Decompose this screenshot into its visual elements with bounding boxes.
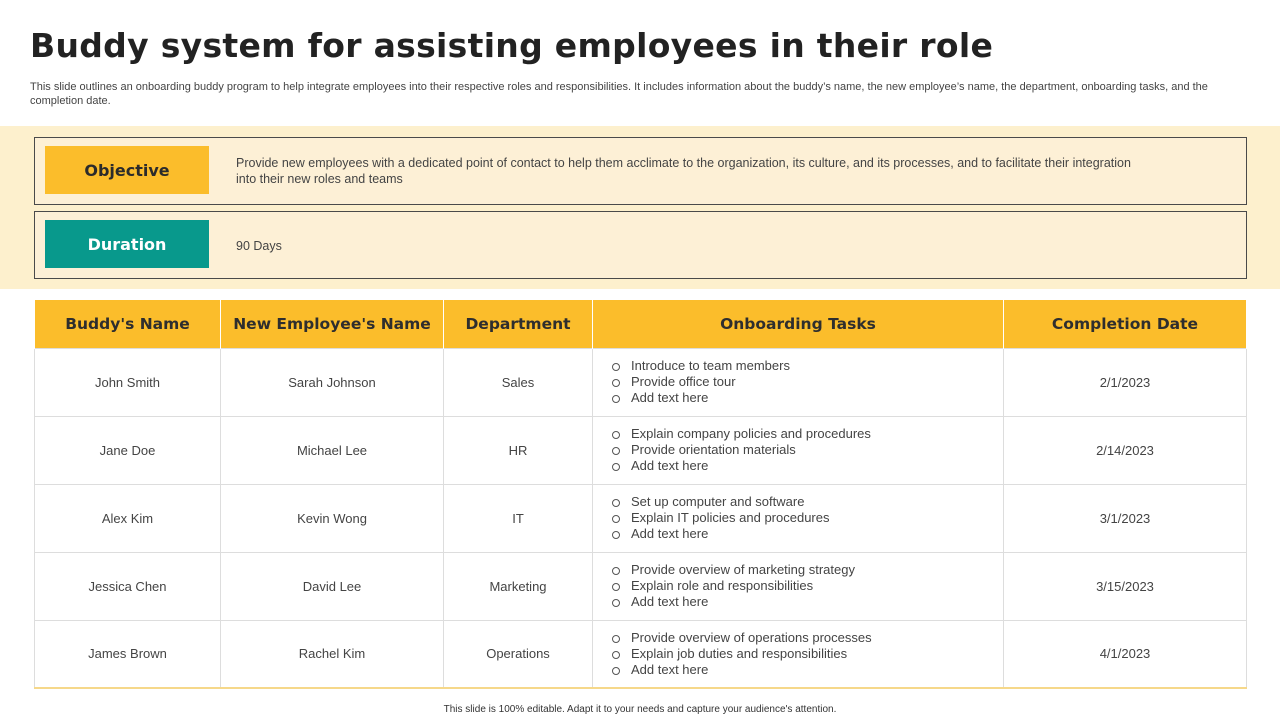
employee-name-cell: Michael Lee <box>221 416 444 484</box>
employee-name-cell: Rachel Kim <box>221 620 444 688</box>
objective-box <box>34 137 1247 205</box>
task-item: Explain job duties and responsibilities <box>612 646 1003 662</box>
task-list <box>612 358 1003 406</box>
header-buddy-name: Buddy's Name <box>35 300 221 348</box>
task-list <box>612 426 1003 474</box>
objective-text: Provide new employees with a dedicated point of contact to help them acclimate to the organization, its culture, and its processes, and to facilitate their integration into their new roles and teams <box>236 156 1131 186</box>
table-row <box>35 620 1247 688</box>
task-item: Add text here <box>612 662 1003 678</box>
task-item: Add text here <box>612 526 1003 542</box>
employee-name-cell: Sarah Johnson <box>221 348 444 416</box>
task-item: Add text here <box>612 390 1003 406</box>
buddy-name-cell: Jane Doe <box>35 416 221 484</box>
objective-label: Objective <box>45 146 209 194</box>
header-onboarding-tasks: Onboarding Tasks <box>593 300 1004 348</box>
tasks-cell <box>593 484 1004 552</box>
task-item: Set up computer and software <box>612 494 1003 510</box>
task-item: Add text here <box>612 458 1003 474</box>
department-cell: Marketing <box>444 552 593 620</box>
task-item: Provide orientation materials <box>612 442 1003 458</box>
completion-date-cell: 2/14/2023 <box>1004 416 1247 484</box>
header-completion-date: Completion Date <box>1004 300 1247 348</box>
task-list <box>612 562 1003 610</box>
completion-date-cell: 4/1/2023 <box>1004 620 1247 688</box>
employee-name-cell: Kevin Wong <box>221 484 444 552</box>
task-item: Provide overview of marketing strategy <box>612 562 1003 578</box>
table-row <box>35 416 1247 484</box>
task-item: Provide overview of operations processes <box>612 630 1003 646</box>
duration-text: 90 Days <box>236 239 282 253</box>
tasks-cell <box>593 348 1004 416</box>
header-department: Department <box>444 300 593 348</box>
task-list <box>612 494 1003 542</box>
table-row <box>35 484 1247 552</box>
completion-date-cell: 3/1/2023 <box>1004 484 1247 552</box>
tasks-cell <box>593 552 1004 620</box>
task-item: Explain role and responsibilities <box>612 578 1003 594</box>
employee-name-cell: David Lee <box>221 552 444 620</box>
page-title: Buddy system for assisting employees in their role <box>30 26 994 65</box>
buddy-name-cell: Alex Kim <box>35 484 221 552</box>
department-cell: HR <box>444 416 593 484</box>
buddy-name-cell: Jessica Chen <box>35 552 221 620</box>
tasks-cell <box>593 416 1004 484</box>
footer-note: This slide is 100% editable. Adapt it to your needs and capture your audience's attention. <box>443 704 837 715</box>
task-item: Explain IT policies and procedures <box>612 510 1003 526</box>
task-item: Introduce to team members <box>612 358 1003 374</box>
buddy-name-cell: James Brown <box>35 620 221 688</box>
task-item: Explain company policies and procedures <box>612 426 1003 442</box>
buddy-table <box>34 300 1247 689</box>
department-cell: Operations <box>444 620 593 688</box>
header-new-employee-name: New Employee's Name <box>221 300 444 348</box>
department-cell: IT <box>444 484 593 552</box>
page-subtitle: This slide outlines an onboarding buddy program to help integrate employees into their respective roles and responsibilities. It includes information about the buddy’s name, the new employee’s name, the department, onboarding tasks, and the completion date. <box>30 81 1208 107</box>
tasks-cell <box>593 620 1004 688</box>
table-row <box>35 348 1247 416</box>
buddy-name-cell: John Smith <box>35 348 221 416</box>
table-header-row <box>35 300 1247 348</box>
task-item: Add text here <box>612 594 1003 610</box>
completion-date-cell: 2/1/2023 <box>1004 348 1247 416</box>
task-item: Provide office tour <box>612 374 1003 390</box>
duration-label: Duration <box>45 220 209 268</box>
task-list <box>612 630 1003 678</box>
department-cell: Sales <box>444 348 593 416</box>
duration-box <box>34 211 1247 279</box>
completion-date-cell: 3/15/2023 <box>1004 552 1247 620</box>
table-row <box>35 552 1247 620</box>
